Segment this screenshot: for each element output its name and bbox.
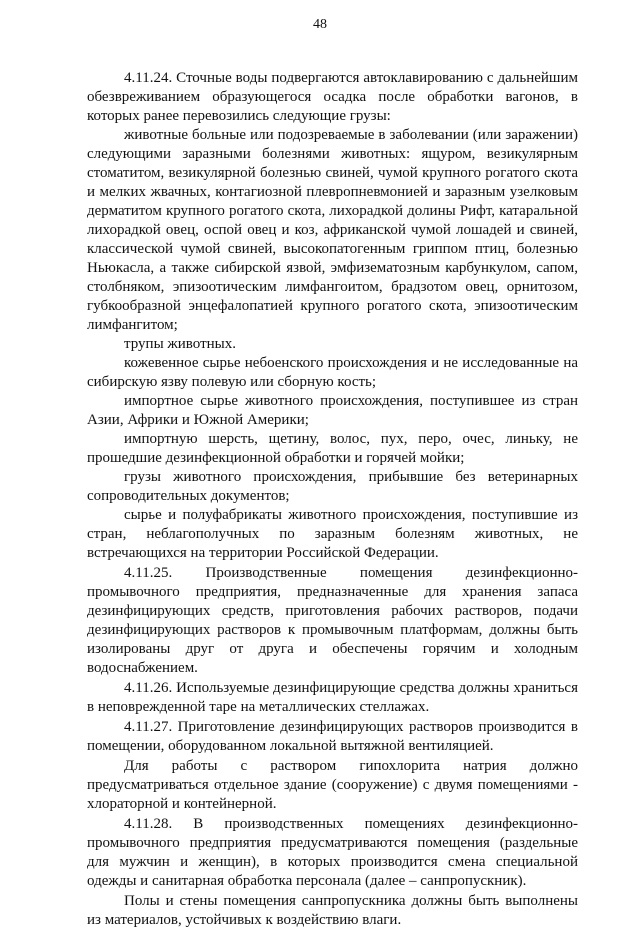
document-body [87,69,578,930]
list-item-leather-raw: кожевенное сырье небоенского происхождения и не исследованные на сибирскую язву полевую или сборную кость; [87,355,578,390]
list-item-unsafe-countries: сырье и полуфабрикаты животного происхождения, поступившие из стран, неблагополучных по заразным болезням животных, не встречающихся на территории Российской Федерации. [87,507,578,561]
list-item-sick-animals: животные больные или подозреваемые в заболевании (или заражении) следующими заразными болезнями животных: ящуром, везикулярным стоматитом, везикулярной болезнью свиней, чумой крупного рогатого скота и мелких жвачных, контагиозной плевропневмонией и заразным узелковым дерматитом крупного рогатого скота, лихорадкой долины Рифт, катаральной лихорадкой овец, оспой овец и коз, африканской чумой лошадей и свиней, классической чумой свиней, высокопатогенным гриппом птиц, болезнью Ньюкасла, а также сибирской язвой, эмфизематозным карбункулом, сапом, столбняком, эпизоотическим лимфангоитом, брадзотом овец, орнитозом, губкообразной энцефалопатией крупного рогатого скота, эпизоотическим лимфангитом; [87,127,578,333]
list-item-import-raw: импортное сырье животного происхождения, поступившее из стран Азии, Африки и Южной Америки; [87,393,578,428]
paragraph-sanitary-floors: Полы и стены помещения санпропускника должны быть выполнены из материалов, устойчивых к воздействию влаги. [87,893,578,928]
paragraph-hypochlorite: Для работы с раствором гипохлорита натрия должно предусматриваться отдельное здание (сооружение) с двумя помещениями - хлораторной и контейнерной. [87,758,578,812]
list-item-carcasses: трупы животных. [124,336,236,352]
page-number: 48 [313,17,327,32]
paragraph-4-11-25: 4.11.25. Производственные помещения дезинфекционно-промывочного предприятия, предназначенные для хранения запаса дезинфицирующих средств, приготовления рабочих растворов, подачи дезинфицирующих растворов к промывочным платформам, должны быть изолированы друг от друга и обеспечены горячим и холодным водоснабжением. [87,565,578,676]
list-item-import-wool: импортную шерсть, щетину, волос, пух, перо, очес, линьку, не прошедшие дезинфекционной обработки и горячей мойки; [87,431,578,466]
paragraph-4-11-26: 4.11.26. Используемые дезинфицирующие средства должны храниться в неповрежденной таре на металлических стеллажах. [87,680,578,715]
list-item-undocumented-cargo: грузы животного происхождения, прибывшие без ветеринарных сопроводительных документов; [87,469,578,504]
paragraph-4-11-27: 4.11.27. Приготовление дезинфицирующих растворов производится в помещении, оборудованном локальной вытяжной вентиляцией. [87,719,578,754]
paragraph-4-11-28: 4.11.28. В производственных помещениях дезинфекционно-промывочного предприятия предусматриваются помещения (раздельные для мужчин и женщин), в которых производится смена специальной одежды и санитарная обработка персонала (далее – санпропускник). [87,816,578,889]
paragraph-4-11-24: 4.11.24. Сточные воды подвергаются автоклавированию с дальнейшим обезвреживанием образующегося осадка после обработки вагонов, в которых ранее перевозились следующие грузы: [87,70,578,124]
